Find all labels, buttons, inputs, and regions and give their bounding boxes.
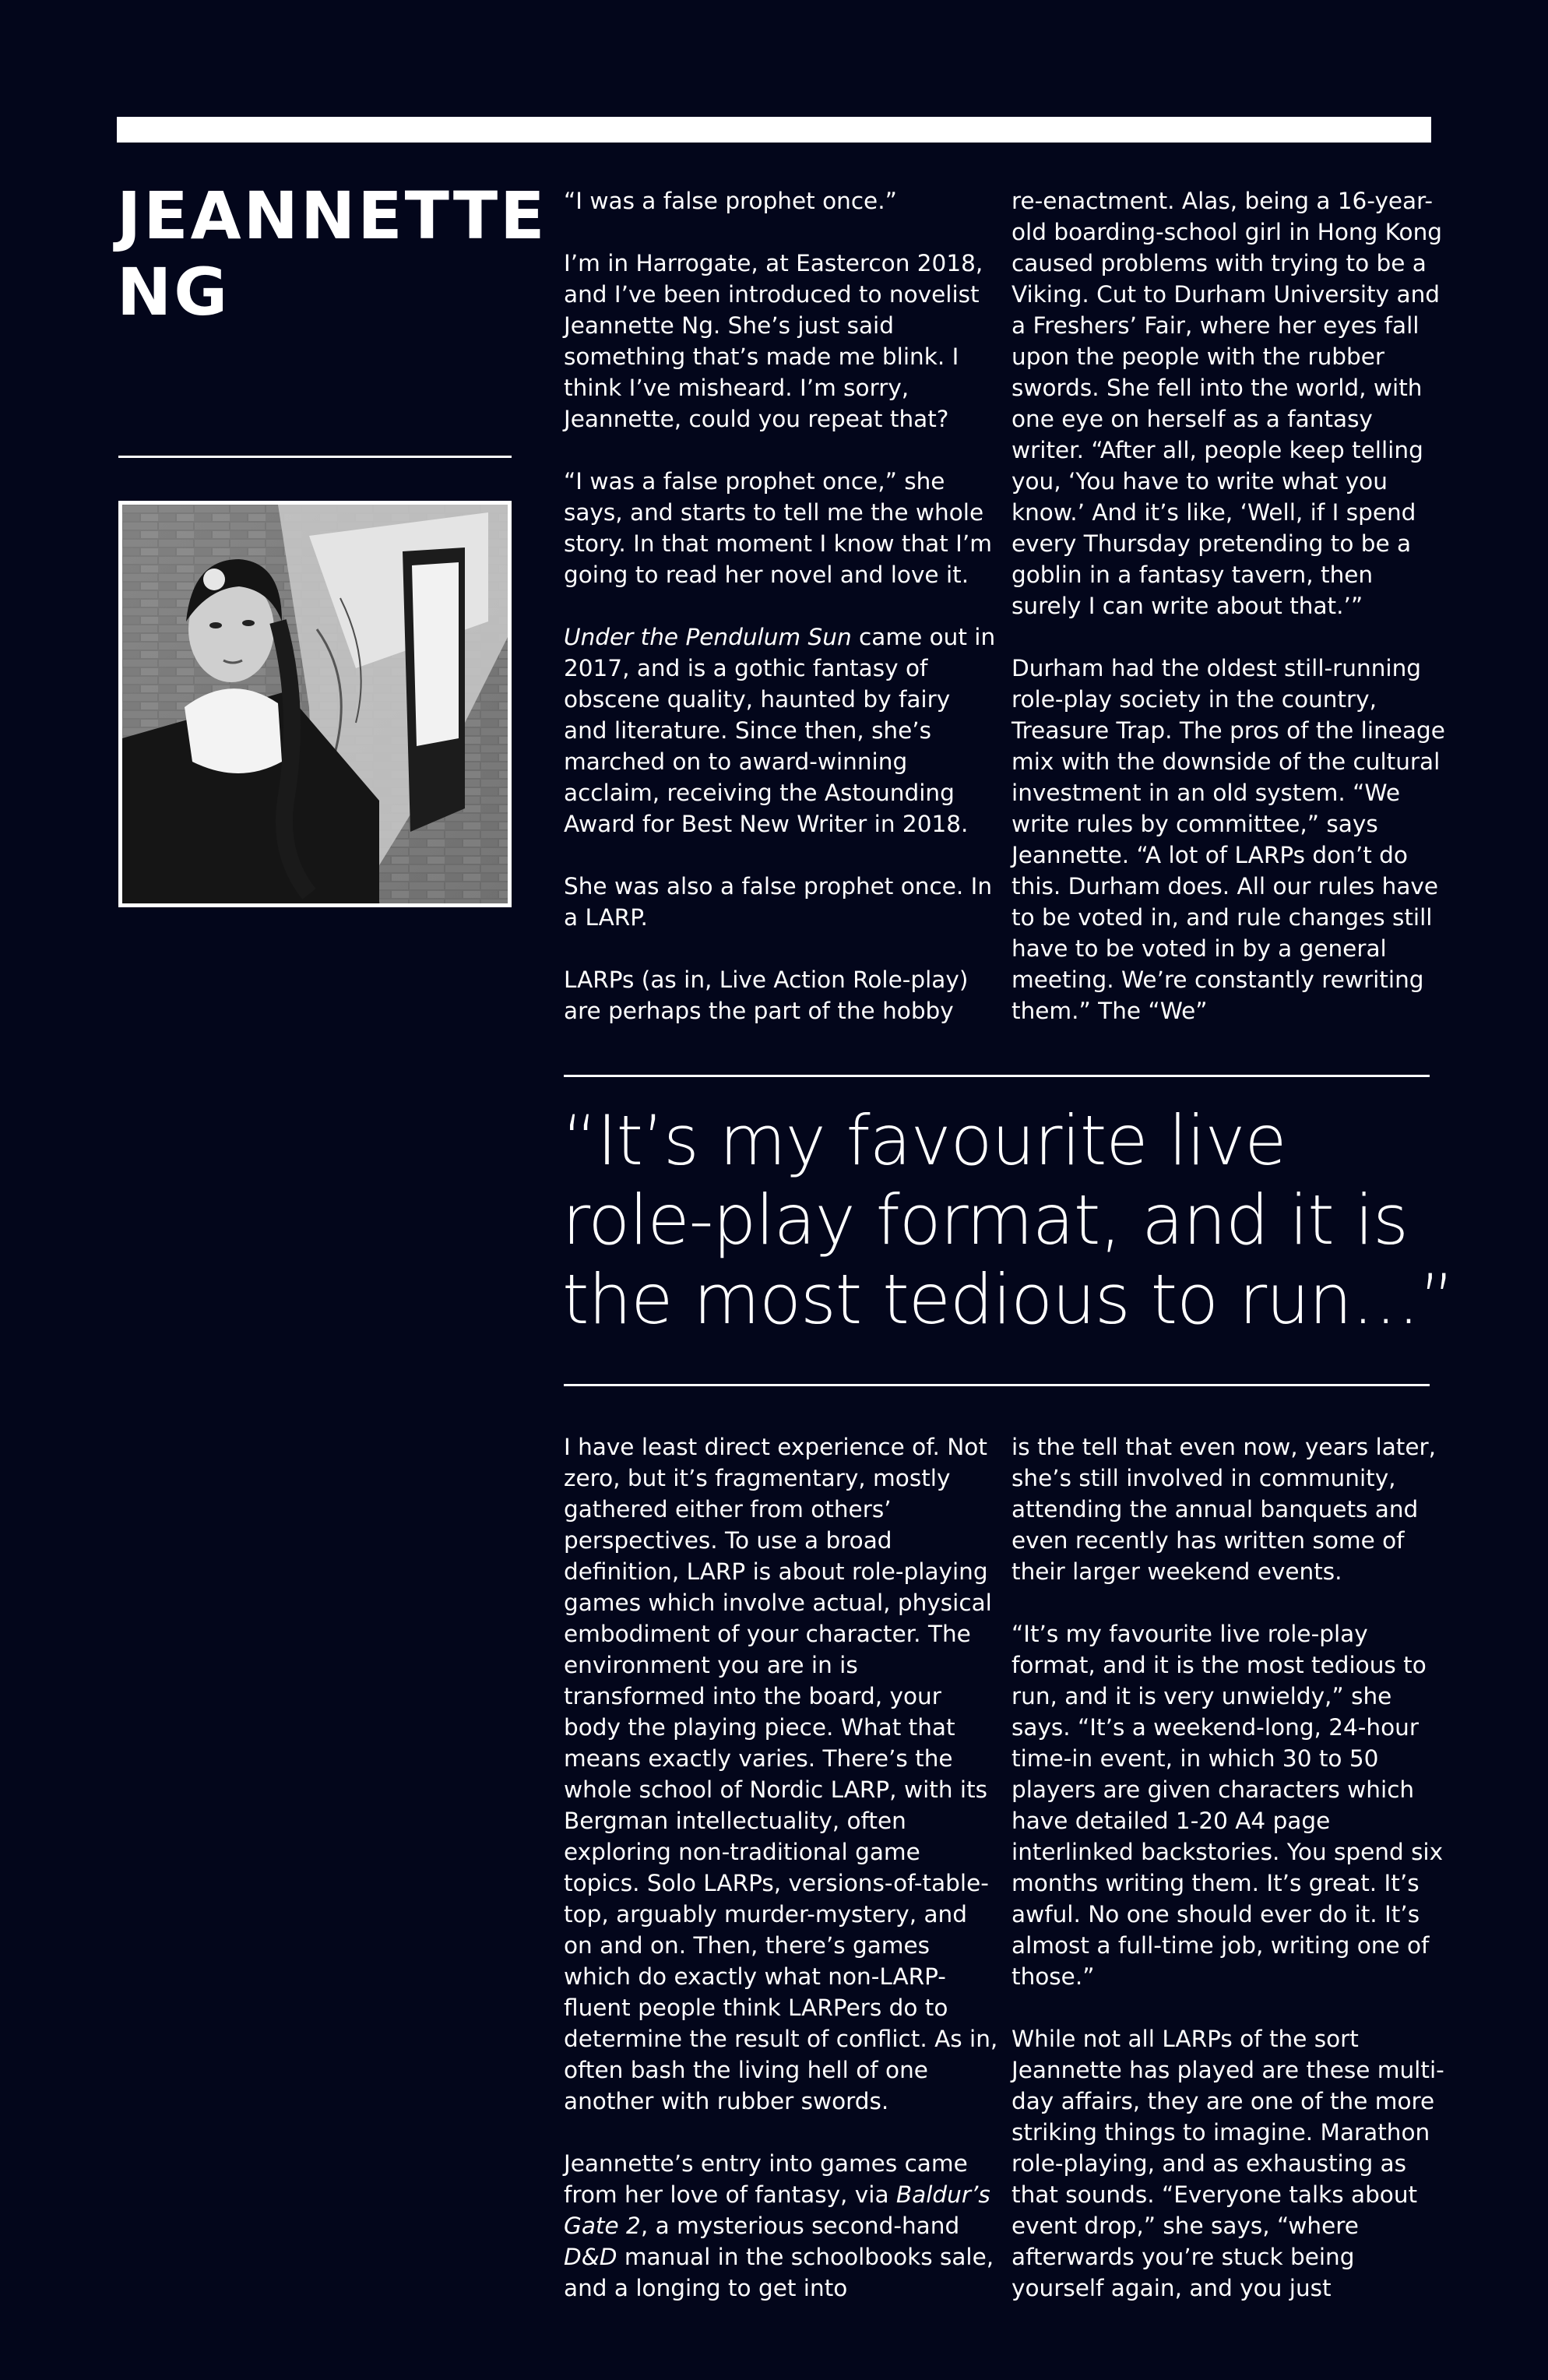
paragraph: “I was a false prophet once.” [564, 188, 897, 214]
portrait-photo [118, 501, 512, 907]
pull-quote-line: “It’s my favourite live [562, 1100, 1286, 1181]
portrait-image [122, 505, 508, 903]
paragraph: Durham had the oldest still-running role-play society in the country, Treasure Trap. The pros of the lineage mix with the downside of the cultural investment in an old system. “We write rules by committee,” says Jeannette. “A lot of LARPs don’t do this. Durham does. All our rules have to be voted in, and rule changes still have to be voted in by a general meeting. We’re constantly rewriting them.” The “We” [1011, 655, 1445, 1024]
paragraph [564, 621, 1000, 840]
paragraph-text: manual in the schoolbooks sale, and a longing to get into [564, 2244, 994, 2301]
title-divider [118, 456, 512, 458]
paragraph: “I was a false prophet once,” she says, and starts to tell me the whole story. In that moment I know that I’m going to read her novel and love it. [564, 468, 992, 588]
paragraph: While not all LARPs of the sort Jeannette has played are these multi-day affairs, they are one of the more striking things to imagine. Marathon role-playing, and as exhausting as that sounds. “Everyone talks about event drop,” she says, “where afterwards you’re stuck being yourself again, and you just [1011, 2026, 1444, 2301]
paragraph [564, 2148, 1000, 2304]
paragraph: She was also a false prophet once. In a LARP. [564, 873, 993, 931]
game-title: D&D [564, 2244, 617, 2270]
pull-quote-line: the most tedious to run…” [562, 1259, 1455, 1340]
pull-quote-line: role-play format, and it is [562, 1180, 1409, 1260]
article-column-3 [564, 1431, 1000, 2304]
book-title: Under the Pendulum Sun [564, 624, 852, 650]
paragraph: is the tell that even now, years later, she’s still involved in community, attending the annual banquets and even recently has written some of their larger weekend events. [1011, 1434, 1437, 1585]
paragraph: I have least direct experience of. Not zero, but it’s fragmentary, mostly gathered either from others’ perspectives. To use a broad definition, LARP is about role-playing games which involve actual, physical embodiment of your character. The environment you are in is transformed into the board, your body the playing piece. What that means exactly varies. There’s the whole school of Nordic LARP, with its Bergman intellectuality, often exploring non-traditional game topics. Solo LARPs, versions-of-table-top, arguably murder-mystery, and on and on. Then, there’s games which do exactly what non-LARP-fluent people think LARPers do to determine the result of conflict. As in, often bash the living hell of one another with rubber swords. [564, 1434, 998, 2114]
paragraph-text: came out in 2017, and is a gothic fantasy of obscene quality, haunted by fairy and literature. Since then, she’s marched on to award-winning acclaim, receiving the Astounding Award for Best New Writer in 2018. [564, 624, 996, 837]
pull-quote-bottom-rule [564, 1384, 1430, 1386]
pull-quote [562, 1100, 1455, 1340]
paragraph-text: Jeannette’s entry into games came from her love of fantasy, via [564, 2150, 968, 2208]
header-bar [117, 117, 1431, 143]
paragraph: re-enactment. Alas, being a 16-year-old boarding-school girl in Hong Kong caused problems with trying to be a Viking. Cut to Durham University and a Freshers’ Fair, where her eyes fall upon the people with the rubber swords. She fell into the world, with one eye on herself as a fantasy writer. “After all, people keep telling you, ‘You have to write what you know.’ And it’s like, ‘Well, if I spend every Thursday pretending to be a goblin in a fantasy tavern, then surely I can write about that.’” [1011, 188, 1443, 619]
paragraph: LARPs (as in, Live Action Role-play) are perhaps the part of the hobby [564, 966, 969, 1024]
paragraph: “It’s my favourite live role-play format, and it is the most tedious to run, and it is very unwieldy,” she says. “It’s a weekend-long, 24-hour time-in event, in which 30 to 50 players are given characters which have detailed 1-20 A4 page interlinked backstories. You spend six months writing them. It’s great. It’s awful. No one should ever do it. It’s almost a full-time job, writing one of those.” [1011, 1621, 1444, 1990]
pull-quote-top-rule [564, 1075, 1430, 1077]
article-column-1 [564, 185, 1000, 1026]
paragraph-text: , a mysterious second-hand [640, 2213, 960, 2239]
article-column-2 [1011, 185, 1448, 1026]
article-column-4 [1011, 1431, 1448, 2304]
page-title: JEANNETTE NG [117, 178, 547, 330]
paragraph: I’m in Harrogate, at Eastercon 2018, and I’ve been introduced to novelist Jeannette Ng. She’s just said something that’s made me blink. I think I’ve misheard. I’m sorry, Jeannette, could you repeat that? [564, 250, 983, 432]
game-title: Baldur’s Gate 2 [564, 2181, 990, 2239]
